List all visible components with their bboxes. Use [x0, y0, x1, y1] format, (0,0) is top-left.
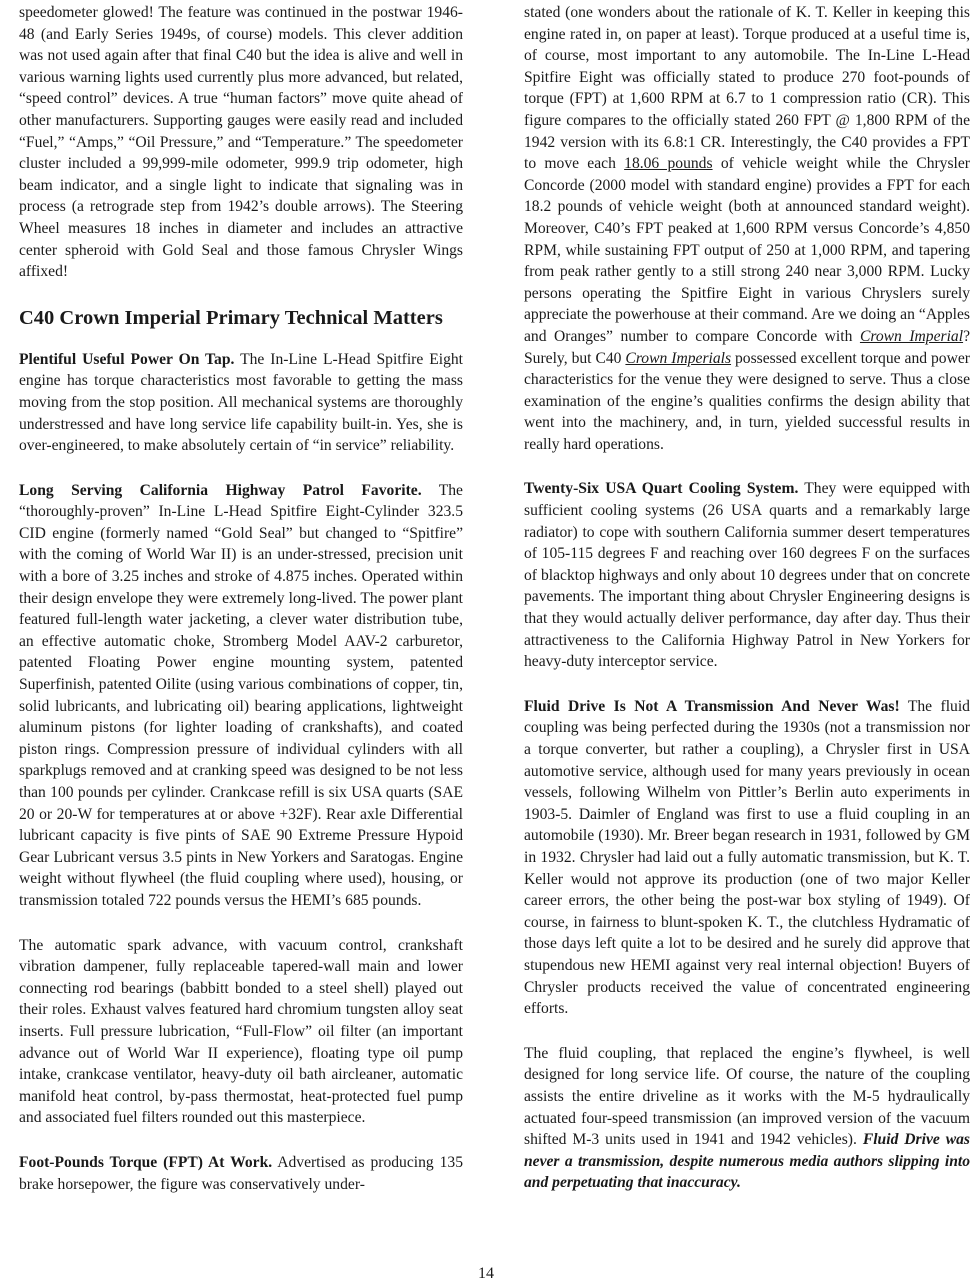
plentiful-power-body: The In-Line L-Head Spitfire Eight engine has torque characteristics most favorable to getting the mass moving from the stop position. All mechanical systems are thoroughly understressed and have long service life capability built-in. Yes, she is over-engineered, to make absolutely certain of “in service” reliability. — [19, 350, 464, 455]
chp-favorite-lead: Long Serving California Highway Patrol Favorite. — [19, 481, 422, 499]
fluid-drive-lead: Fluid Drive Is Not A Transmission And Never Was! — [524, 697, 900, 715]
cooling-system-paragraph — [524, 478, 970, 672]
torque-underlined-value: 18.06 pounds — [624, 155, 713, 173]
plentiful-power-paragraph — [19, 349, 463, 457]
fpt-at-work-body: Advertised as producing 135 brake horsepower, the figure was conservatively under- — [19, 1153, 463, 1193]
fluid-drive-paragraph — [524, 696, 970, 1020]
cooling-system-body: They were equipped with sufficient cooling systems (26 USA quarts and a remarkably large radiator) to cope with southern California summer desert temperatures of 105-115 degrees F and reaching over 160 degrees F on the surfaces of blacktop highways and only about 10 degrees under that on concrete pavements. The important thing about Chrysler Engineering designs is that they would actually deliver performance, day after day. Thus their attractiveness to the California Highway Patrol in New Yorkers for heavy-duty interceptor service. — [524, 480, 970, 671]
fluid-coupling-paragraph — [524, 1043, 970, 1194]
crown-imperials-title: Crown Imperials — [625, 349, 732, 367]
torque-text-3: ? Surely, but C40 — [524, 327, 970, 367]
fluid-coupling-body: The fluid coupling, that replaced the engine’s flywheel, is well designed for long service life. Of course, the nature of the coupling assists the entire driveline as it works with the M-5 hydraulically actuated four-speed transmission (an improved version of the vacuum shifted M-3 units used in 1941 and 1942 vehicles). — [524, 1044, 970, 1149]
right-column — [524, 2, 970, 1194]
chp-favorite-paragraph — [19, 480, 463, 912]
plentiful-power-lead: Plentiful Useful Power On Tap. — [19, 350, 235, 368]
torque-paragraph — [524, 2, 970, 455]
torque-text-2: of vehicle weight while the Chrysler Concorde (2000 model with standard engine) provides a FPT for each 18.2 pounds of vehicle weight (both at announced standard weight). Moreover, C40’s FPT peaked at 1,600 RPM versus Concorde’s 4,850 RPM, while sustaining FPT output of 250 at 1,000 RPM, and tapering from peak rather gently to a still strong 240 near 3,000 RPM. Lucky persons operating the Spitfire Eight in various Chryslers surely appreciate the powerhouse at their command. Are we doing an “Apples and Oranges” number to compare Concorde with — [524, 155, 970, 345]
cooling-system-lead: Twenty-Six USA Quart Cooling System. — [524, 480, 799, 498]
spark-advance-paragraph: The automatic spark advance, with vacuum control, crankshaft vibration dampener, fully replaceable tapered-wall main and lower connecting rod bearings (babbitt bonded to a steel shell) played out their roles. Exhaust valves featured hard chromium tungsten alloy seat inserts. Full pressure lubrication, “Full-Flow” oil filter (an important advance out of World War II experience), floating type oil pump intake, crankcase ventilator, heavy-duty oil bath aircleaner, automatic manifold heat control, by-pass thermostat, heat-protected fuel pump and associated fuel filters rounded out this masterpiece. — [19, 936, 463, 1127]
fluid-drive-body: The fluid coupling was being perfected during the 1930s (not a transmission nor a torque converter, but rather a coupling), a Chrysler first in USA automotive service, although used for many years previously in ocean vessels, following Wilhelm von Pittler’s Berlin auto experiments in 1903-5. Daimler of England was first to use a fluid coupling in an automobile (1930). Mr. Breer began research in 1931, followed by GM in 1932. Chrysler had laid out a fully automatic transmission, but K. T. Keller would not approve its production (one of two major Keller career errors, the other being the post-war box styling of 1949). Of course, in fairness to blunt-spoken K. T., the clutchless Hydramatic of those days left quite a lot to be desired and he surely did approve that stupendous new HEMI against very real internal objection! Buyers of Chrysler products received the value of concentrated engineering efforts. — [524, 697, 970, 1018]
crown-imperial-title: Crown Imperial — [859, 327, 964, 345]
left-column — [19, 2, 463, 1195]
chp-favorite-body: The “thoroughly-proven” In-Line L-Head Spitfire Eight-Cylinder 323.5 CID engine (formerly named “Gold Seal” but changed to “Spitfire” with the coming of World War II) is an under-stressed, precision unit with a bore of 3.25 inches and stroke of 4.875 inches. Operated within their design envelope they were extremely long-lived. The power plant featured full-length water jacketing, a clever water distribution tube, an effective automatic choke, Stromberg Model AAV-2 carburetor, patented Floating Power engine mounting system, patented Superfinish, patented Oilite (using various combinations of copper, tin, solid lubricants, and lubricating oil) bearing applications, lightweight aluminum pistons (for lighter loading of crankshafts), and coated piston rings. Compression pressure of individual cylinders with all sparkplugs removed and at cranking speed was designed to be not less than 100 pounds per cylinder. Crankcase refill is six USA quarts (SAE 20 or 20-W for temperatures at or above +32F). Rear axle Differential lubricant capacity is five pints of SAE 90 Extreme Pressure Hypoid Gear Lubricant versus 3.5 pints in New Yorkers and Saratogas. Engine weight without flywheel (the fluid coupling where used), housing, or transmission totaled 722 pounds versus the HEMI’s 685 pounds. — [19, 481, 463, 909]
intro-paragraph: speedometer glowed! The feature was continued in the postwar 1946-48 (and Early Series 1949s, of course) models. This clever addition was not used again after that final C40 but the idea is alive and well in various warning lights used currently plus more advanced, but related, “speed control” devices. A true “human factors” move quite ahead of other manufacturers. Supporting gauges were easily read and included “Fuel,” “Amps,” “Oil Pressure,” and “Temperature.” The speedometer cluster included a 99,999-mile odometer, 999.9 trip odometer, high beam indicator, and a single light to indicate that signaling was in process (a retrograde step from 1942’s double arrows). The Steering Wheel measures 18 inches in diameter and includes an attractive center spheroid with Gold Seal and those famous Chrysler Wings affixed! — [19, 4, 463, 281]
torque-text-1: stated (one wonders about the rationale of K. T. Keller in keeping this engine rated in, on paper at least). Torque produced at a useful time is, of course, most important to any automobile. The In-Line L-Head Spitfire Eight was officially stated to produce 270 foot-pounds of torque (FPT) at 1,600 RPM at 6.7 to 1 compression ratio (CR). This figure compares to the officially stated 260 FPT @ 1,800 RPM of the 1942 version with its 6.8:1 CR. Interestingly, the C40 provides a FPT to move each — [524, 4, 970, 173]
torque-text-4: possessed excellent torque and power characteristics for the venue they were designed to serve. Thus a close examination of the engine’s qualities confirms the design ability that went into the machinery, and, in turn, yielded successful results in really hard operations. — [524, 349, 970, 453]
fluid-coupling-emphasis: Fluid Drive was never a transmission, despite numerous media authors slipping into and perpetuating that inaccuracy. — [524, 1131, 971, 1192]
section-heading: C40 Crown Imperial Primary Technical Matters — [19, 306, 443, 329]
page-number: 14 — [478, 1265, 494, 1282]
fpt-at-work-paragraph — [19, 1152, 463, 1195]
fpt-at-work-lead: Foot-Pounds Torque (FPT) At Work. — [19, 1153, 273, 1171]
